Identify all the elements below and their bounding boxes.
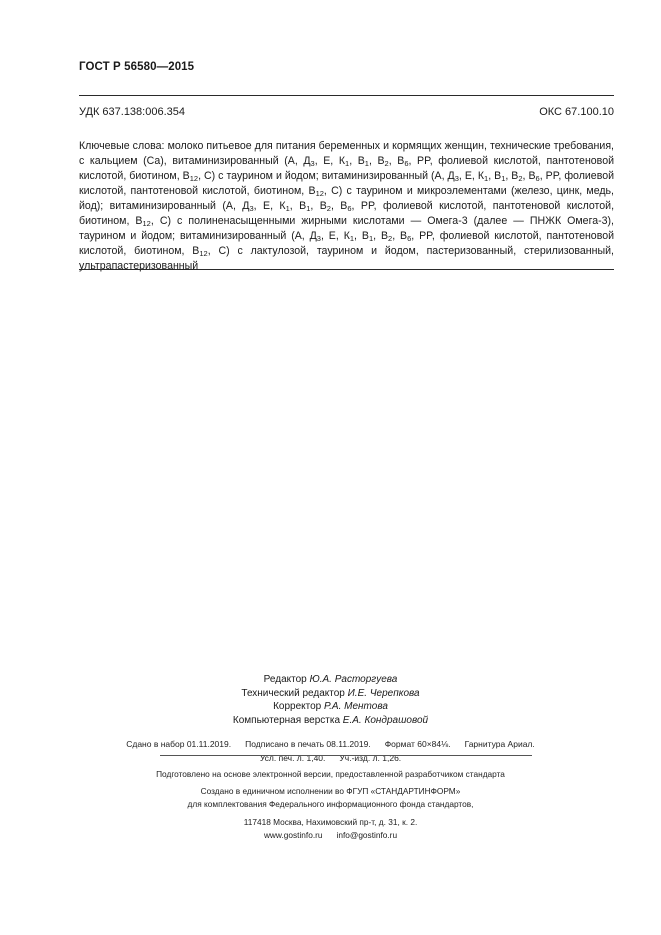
keywords-paragraph: Ключевые слова: молоко питьевое для питания беременных и кормящих женщин, технические требования, с кальцием (Са), витаминизированный (А, $Д_3$, Е, $К_1$, $В_1$, $В_2$, $В_6$, PP, фолиевой кислотой, пантотеновой кислотой, биотином, $В_{12}$, С) с таурином и йодом; витаминизированный (А, $Д_3$, Е, $К_1$, $В_1$, $В_2$, $В_6$, PP, фолиевой кислотой, пантотеновой кислотой, биотином, $В_{12}$, С) с таурином и микроэлементами (железо, цинк, медь, йод); витаминизированный (А, $Д_3$, Е, $К_1$, $В_1$, $В_2$, $В_6$, PP, фолиевой кислотой, пантотеновой кислотой, биотином, $В_{12}$, С) с полиненасыщенными жирными кислотами — Омега-3 (далее — ПНЖК Омега-3), таурином и йодом; витаминизированный (А, $Д_3$, Е, $К_1$, $В_1$, $В_2$, $В_6$, PP, фолиевой кислотой, пантотеновой кислотой, биотином, $В_{12}$, С) с лактулозой, таурином и йодом, пастеризованный, стерилизованный, ультрапастеризованный: [79, 140, 615, 272]
publisher-line: для комплектования Федерального информационного фонда стандартов,: [187, 798, 474, 809]
header-rule: [79, 95, 614, 96]
print-line: Усл. печ. л. 1,40. Уч.-изд. л. 1,26.: [259, 752, 402, 763]
prepared-note: Подготовлено на основе электронной версии, предоставленной разработчиком стандарта: [156, 769, 505, 779]
publisher-contacts: [0, 829, 661, 842]
print-line: Сдано в набор 01.11.2019. Подписано в печать 08.11.2019. Формат 60×84⅛. Гарнитура Ариал.: [126, 739, 535, 749]
publisher-address: 117418 Москва, Нахимовский пр-т, д. 31, к. 2.: [243, 817, 418, 827]
staff-line: Редактор Ю.А. Расторгуева: [263, 674, 398, 685]
standard-id: ГОСТ Р 56580—2015: [79, 61, 195, 73]
staff-line: Корректор Р.А. Ментова: [273, 701, 388, 712]
udk-code: УДК 637.138:006.354: [79, 106, 185, 118]
staff-line: Технический редактор И.Е. Черепкова: [241, 687, 420, 699]
publisher-imprint: [0, 785, 661, 841]
oks-code: ОКС 67.100.10: [539, 106, 614, 118]
print-info: [0, 738, 661, 765]
keywords-rule: [79, 269, 614, 270]
staff-credits: [0, 673, 661, 727]
website-link[interactable]: www.gostinfo.ru: [263, 829, 323, 840]
email-link[interactable]: info@gostinfo.ru: [336, 829, 398, 840]
staff-line: Компьютерная верстка Е.А. Кондрашовой: [232, 714, 429, 726]
publisher-line: Создано в единичном исполнении во ФГУП «СТАНДАРТИНФОРМ»: [200, 786, 461, 796]
imprint-rule: [160, 755, 532, 756]
